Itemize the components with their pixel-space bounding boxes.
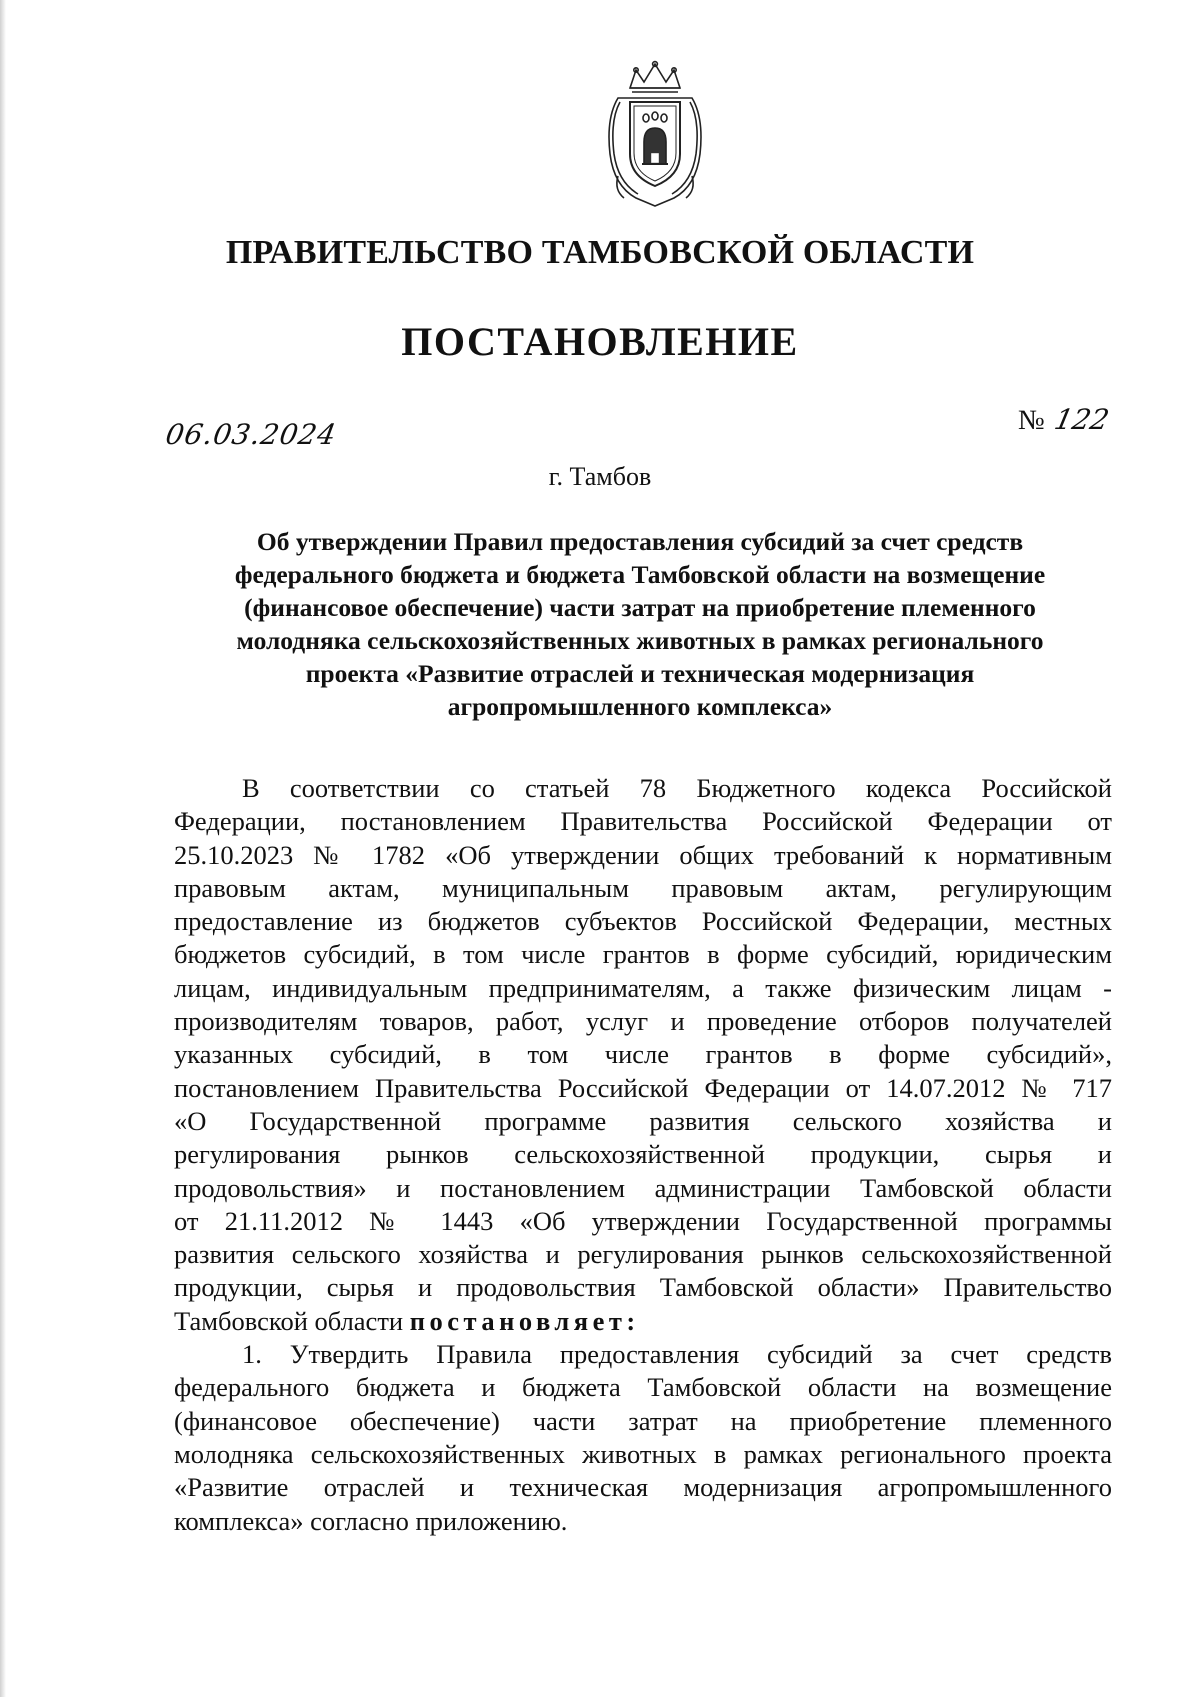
tambov-coat-of-arms-emblem — [596, 58, 714, 210]
title-line: агропромышленного комплекса» — [447, 692, 833, 721]
preamble-final-prefix: Тамбовской области — [174, 1305, 404, 1336]
title-line: молодняка сельскохозяйственных животных в рамках регионального — [236, 626, 1044, 655]
decree-word: постановляет: — [409, 1305, 640, 1336]
preamble-line: продукции, сырья и продовольствия Тамбовской области» Правительство — [174, 1272, 1112, 1303]
city-line: г. Тамбов — [548, 462, 652, 491]
preamble-line: «О Государственной программе развития сельского хозяйства и — [174, 1105, 1112, 1136]
organization-title: ПРАВИТЕЛЬСТВО ТАМБОВСКОЙ ОБЛАСТИ — [225, 234, 975, 271]
item1-line: (финансовое обеспечение) части затрат на приобретение племенного — [174, 1405, 1112, 1436]
item1-line: федерального бюджета и бюджета Тамбовской области на возмещение — [174, 1372, 1112, 1403]
preamble-line: регулирования рынков сельскохозяйственной продукции, сырья и — [174, 1139, 1112, 1170]
preamble-line: указанных субсидий, в том числе грантов в форме субсидий», — [174, 1039, 1112, 1070]
preamble-line: Федерации, постановлением Правительства Российской Федерации от — [174, 806, 1112, 837]
preamble-line: постановлением Правительства Российской Федерации от 14.07.2012 № 717 — [174, 1072, 1112, 1103]
preamble-line: лицам, индивидуальным предпринимателям, а также физическим лицам - — [174, 972, 1112, 1003]
preamble-line: продовольствия» и постановлением администрации Тамбовской области — [174, 1172, 1112, 1203]
title-line: (финансовое обеспечение) части затрат на приобретение племенного — [244, 593, 1036, 622]
preamble-line: бюджетов субсидий, в том числе грантов в форме субсидий, юридическим — [174, 939, 1112, 970]
document-title — [160, 525, 1120, 723]
item1-line: молодняка сельскохозяйственных животных в рамках регионального проекта — [174, 1438, 1112, 1469]
preamble-line: В соответствии со статьей 78 Бюджетного кодекса Российской — [242, 773, 1112, 803]
preamble-line: 25.10.2023 № 1782 «Об утверждении общих требований к нормативным — [174, 839, 1112, 870]
document-number — [1018, 403, 1112, 437]
preamble-line: развития сельского хозяйства и регулирования рынков сельскохозяйственной — [174, 1239, 1112, 1270]
handwritten-date: 06.03.2024 — [163, 418, 340, 451]
preamble-line: производителям товаров, работ, услуг и проведение отборов получателей — [174, 1006, 1112, 1037]
item1-line: «Развитие отраслей и техническая модернизация агропромышленного — [174, 1472, 1112, 1503]
title-line: проекта «Развитие отраслей и техническая модернизация — [305, 659, 975, 688]
preamble-line: предоставление из бюджетов субъектов Российской Федерации, местных — [174, 906, 1112, 937]
title-line: федерального бюджета и бюджета Тамбовской области на возмещение — [234, 560, 1046, 589]
preamble-line: правовым актам, муниципальным правовым актам, регулирующим — [174, 872, 1112, 903]
handwritten-number: 122 — [1051, 403, 1112, 436]
item1-line: комплекса» согласно приложению. — [174, 1505, 568, 1536]
preamble-line: от 21.11.2012 № 1443 «Об утверждении Государственной программы — [174, 1205, 1112, 1236]
number-sign: № — [1018, 405, 1045, 436]
preamble-final-line — [174, 1305, 1112, 1338]
document-type-heading: ПОСТАНОВЛЕНИЕ — [401, 319, 799, 364]
item1-line: 1. Утвердить Правила предоставления субсидий за счет средств — [242, 1339, 1112, 1370]
title-line: Об утверждении Правил предоставления субсидий за счет средств — [256, 527, 1024, 556]
document-body — [174, 772, 1112, 1538]
